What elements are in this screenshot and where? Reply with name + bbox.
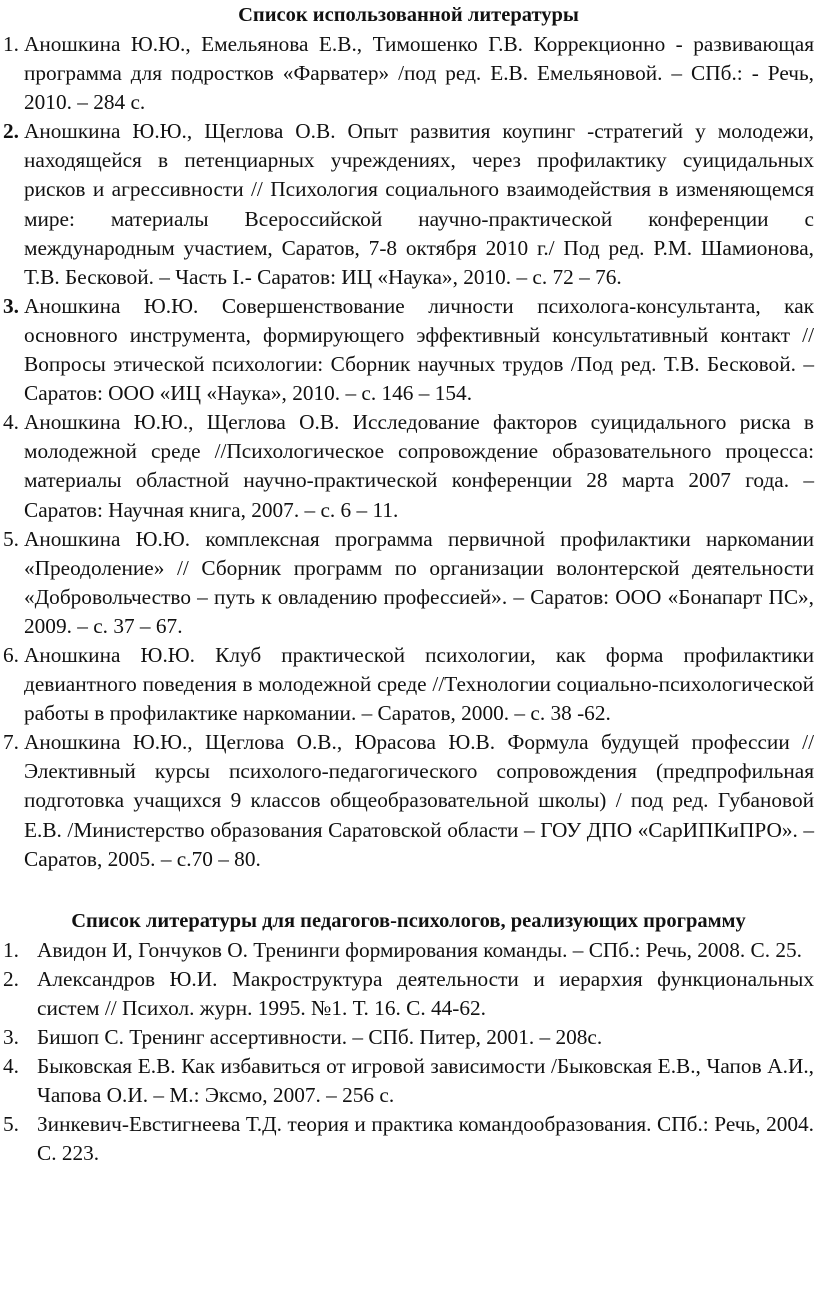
item-number: 3. [3, 1025, 19, 1049]
list-item [3, 936, 814, 965]
item-text: Аношкина Ю.Ю., Щеглова О.В. Исследование факторов суицидального риска в молодежной среде //Психологическое сопровождение образовательного процесса: материалы областной научно-практической конференции 28 марта 2007 года. – Саратов: Научная книга, 2007. – с. 6 – 11. [24, 410, 814, 522]
list-item [3, 1110, 814, 1168]
item-number: 5. [3, 526, 19, 551]
list-item [3, 965, 814, 1023]
item-number: 5. [3, 1112, 19, 1137]
item-number: 6. [3, 642, 19, 667]
list-item [3, 1023, 814, 1052]
item-number: 2. [3, 119, 19, 144]
item-text: Быковская Е.В. Как избавиться от игровой зависимости /Быковская Е.В., Чапов А.И., Чапова О.И. – М.: Эксмо, 2007. – 256 с. [37, 1054, 814, 1108]
item-number: 4. [3, 410, 19, 435]
item-number: 2. [3, 966, 19, 991]
item-text: Аношкина Ю.Ю. Совершенствование личности психолога-консультанта, как основного инструмента, формирующего эффективный консультативный контакт // Вопросы этической психологии: Сборник научных трудов /Под ред. Т.В. Бесковой. – Саратов: ООО «ИЦ «Наука», 2010. – с. 146 – 154. [24, 293, 814, 406]
item-number: 3. [3, 293, 19, 318]
list-item [3, 117, 814, 292]
item-text: Аношкина Ю.Ю. комплексная программа первичной профилактики наркомании «Преодоление» // Сборник программ по организации волонтерской деятельности «Добровольчество – путь к овладению профессией». – Саратов: ООО «Бонапарт ПС», 2009. – с. 37 – 67. [24, 526, 814, 638]
item-number: 1. [3, 32, 19, 56]
item-number: 7. [3, 730, 19, 755]
item-text: Аношкина Ю.Ю., Емельянова Е.В., Тимошенко Г.В. Коррекционно - развивающая программа для подростков «Фарватер» /под ред. Е.В. Емельяновой. – СПб.: - Речь, 2010. – 284 с. [24, 32, 814, 115]
section-title-teacher-literature: Список литературы для педагогов-психологов, реализующих программу [71, 909, 746, 932]
item-text: Бишоп С. Тренинг ассертивности. – СПб. Питер, 2001. – 208с. [37, 1025, 603, 1049]
list-item [3, 292, 814, 408]
list-item [3, 408, 814, 524]
section-title-used-literature: Список использованной литературы [238, 4, 579, 26]
item-text: Аношкина Ю.Ю., Щеглова О.В., Юрасова Ю.В. Формула будущей профессии // Элективный курсы психолого-педагогического сопровождения (предпрофильная подготовка учащихся 9 классов общеобразовательной школы) / под ред. Губановой Е.В. /Министерство образования Саратовской области – ГОУ ДПО «СарИПКиПРО». – Саратов, 2005. – с.70 – 80. [24, 730, 814, 871]
list-item [3, 30, 814, 117]
used-literature-list [3, 30, 814, 874]
item-text: Авидон И, Гончуков О. Тренинги формирования команды. – СПб.: Речь, 2008. С. 25. [37, 937, 802, 962]
item-text: Зинкевич-Евстигнеева Т.Д. теория и практика командообразования. СПб.: Речь, 2004. С. 223. [37, 1112, 814, 1166]
item-number: 1. [3, 937, 19, 962]
list-item [3, 1052, 814, 1110]
teacher-literature-list [3, 936, 814, 1169]
list-item [3, 728, 814, 873]
list-item [3, 641, 814, 728]
list-item [3, 525, 814, 641]
item-text: Аношкина Ю.Ю. Клуб практической психологии, как форма профилактики девиантного поведения в молодежной среде //Технологии социально-психологической работы в профилактике наркомании. – Саратов, 2000. – с. 38 -62. [24, 642, 814, 726]
item-number: 4. [3, 1054, 19, 1079]
item-text: Александров Ю.И. Макроструктура деятельности и иерархия функциональных систем // Психол. журн. 1995. №1. Т. 16. С. 44-62. [37, 966, 814, 1020]
item-text: Аношкина Ю.Ю., Щеглова О.В. Опыт развития коупинг -стратегий у молодежи, находящейся в петенциарных учреждениях, через профилактику суицидальных рисков и агрессивности // Психология социального взаимодействия в изменяющемся мире: материалы Всероссийской научно-практической конференции с международным участием, Саратов, 7-8 октября 2010 г./ Под ред. Р.М. Шамионова, Т.В. Бесковой. – Часть I.- Саратов: ИЦ «Наука», 2010. – с. 72 – 76. [24, 119, 814, 289]
